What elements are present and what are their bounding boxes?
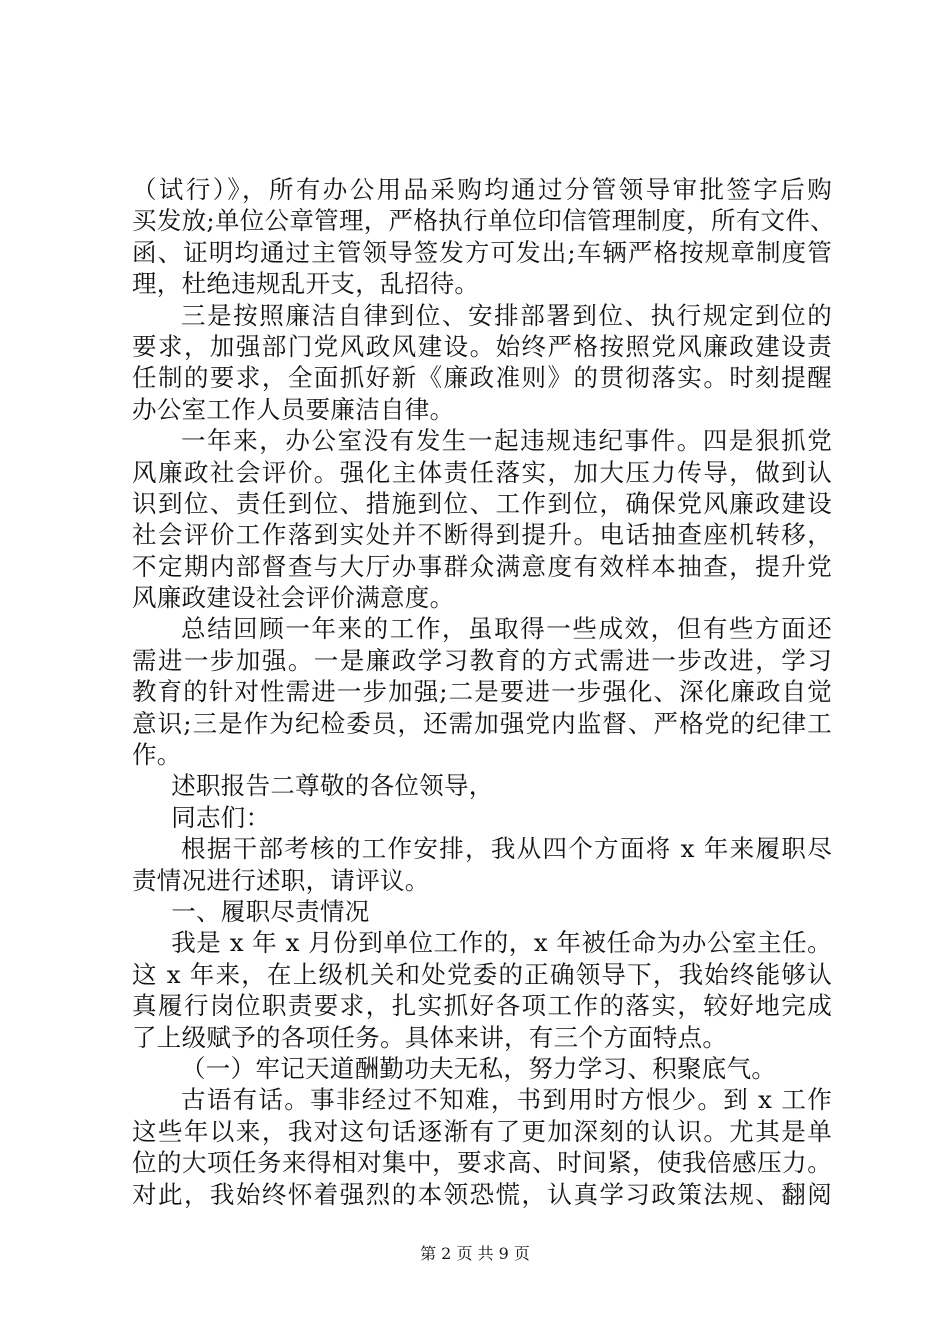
text-line: （试行）》，所有办公用品采购均通过分管领导审批签字后购 bbox=[132, 175, 832, 204]
text-line: 古语有话。事非经过不知难，书到用时方恨少。到 x 工作 bbox=[181, 1085, 832, 1115]
text-line: 要求，加强部门党风政风建设。始终严格按照党风廉政建设责 bbox=[132, 331, 832, 361]
text-line: 作。 bbox=[132, 740, 182, 770]
text-line: 这 x 年来，在上级机关和处党委的正确领导下，我始终能够认 bbox=[132, 959, 832, 989]
text-line: 办公室工作人员要廉洁自律。 bbox=[132, 394, 455, 424]
text-line: 风廉政建设社会评价满意度。 bbox=[132, 583, 455, 613]
text-line: 不定期内部督查与大厅办事群众满意度有效样本抽查，提升党 bbox=[132, 551, 832, 581]
text-line: 任制的要求，全面抓好新《廉政准则》的贯彻落实。时刻提醒 bbox=[132, 363, 832, 393]
text-line: 需进一步加强。一是廉政学习教育的方式需进一步改进，学习 bbox=[132, 645, 832, 675]
text-line: （一）牢记天道酬勤功夫无私，努力学习、积聚底气。 bbox=[181, 1053, 777, 1083]
text-line: 函、证明均通过主管领导签发方可发出;车辆严格按规章制度管 bbox=[132, 237, 832, 267]
text-line: 我是 x 年 x 月份到单位工作的，x 年被任命为办公室主任。 bbox=[171, 928, 832, 958]
text-line: 意识;三是作为纪检委员，还需加强党内监督、严格党的纪律工 bbox=[132, 708, 832, 738]
text-line: 述职报告二尊敬的各位领导， bbox=[171, 771, 494, 801]
text-line: 根据干部考核的工作安排，我从四个方面将 x 年来履职尽 bbox=[181, 834, 832, 864]
text-line: 这些年以来，我对这句话逐渐有了更加深刻的认识。尤其是单 bbox=[132, 1116, 832, 1146]
document-body bbox=[132, 174, 835, 1210]
text-line: 了上级赋予的各项任务。具体来讲，有三个方面特点。 bbox=[132, 1022, 728, 1052]
text-line: 教育的针对性需进一步加强;二是要进一步强化、深化廉政自觉 bbox=[132, 677, 832, 707]
text-line: 风廉政社会评价。强化主体责任落实，加大压力传导，做到认 bbox=[132, 457, 832, 487]
text-line: 识到位、责任到位、措施到位、工作到位，确保党风廉政建设 bbox=[132, 488, 832, 518]
text-line: 位的大项任务来得相对集中，要求高、时间紧，使我倍感压力。 bbox=[132, 1148, 832, 1178]
page-footer: 第 2 页 共 9 页 bbox=[420, 1244, 530, 1263]
text-line: 一年来，办公室没有发生一起违规违纪事件。四是狠抓党 bbox=[181, 426, 832, 456]
text-line: 总结回顾一年来的工作，虽取得一些成效，但有些方面还 bbox=[181, 614, 832, 644]
text-line: 理，杜绝违规乱开支，乱招待。 bbox=[132, 269, 480, 299]
text-line: 一、履职尽责情况 bbox=[171, 896, 370, 926]
text-line: 同志们： bbox=[171, 802, 271, 832]
text-line: 真履行岗位职责要求，扎实抓好各项工作的落实，较好地完成 bbox=[132, 991, 832, 1021]
text-line: 对此，我始终怀着强烈的本领恐慌，认真学习政策法规、翻阅 bbox=[132, 1179, 832, 1209]
text-line: 三是按照廉洁自律到位、安排部署到位、执行规定到位的 bbox=[181, 300, 832, 330]
text-line: 社会评价工作落到实处并不断得到提升。电话抽查座机转移， bbox=[132, 520, 832, 550]
text-line: 买发放;单位公章管理，严格执行单位印信管理制度，所有文件、 bbox=[132, 206, 835, 236]
text-line: 责情况进行述职，请评议。 bbox=[132, 865, 430, 895]
